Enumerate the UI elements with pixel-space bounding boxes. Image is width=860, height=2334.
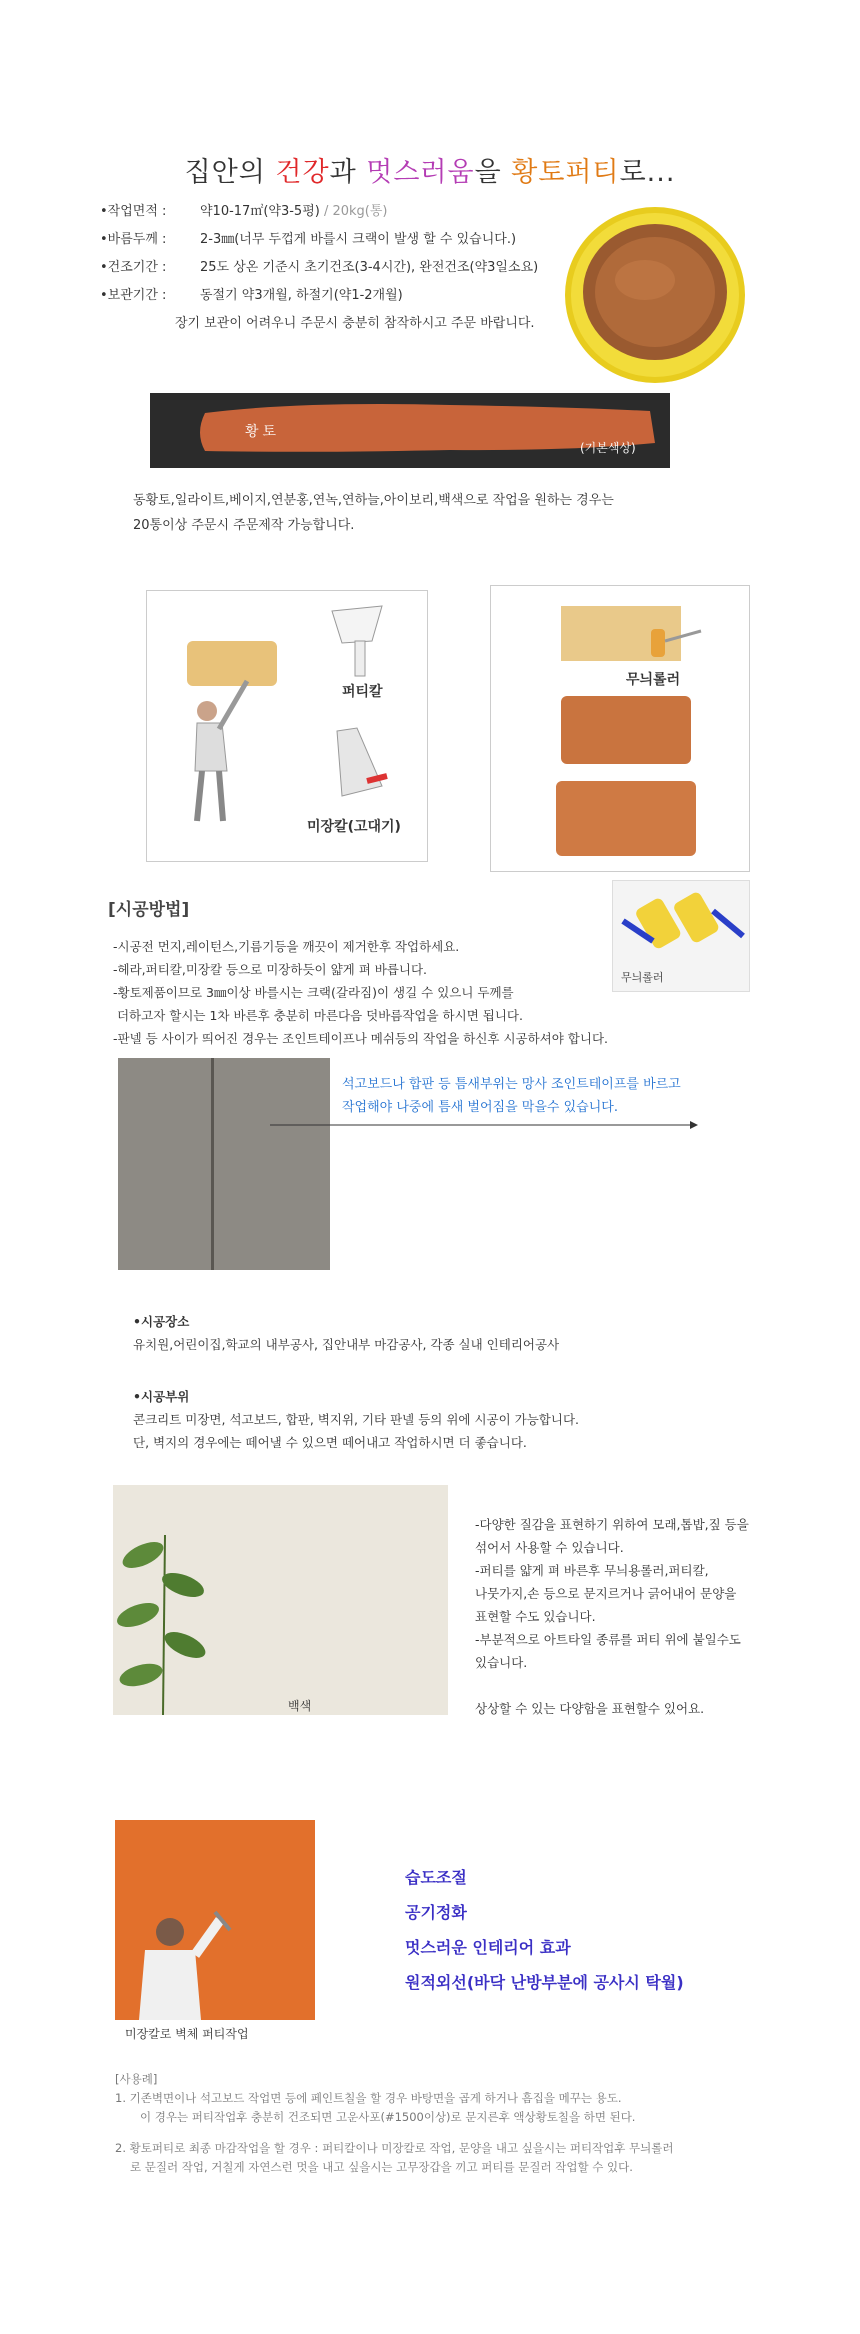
usage-section <box>115 2070 755 2177</box>
usage-line: 1. 기존벽면이나 석고보드 작업면 등에 페인트칠을 할 경우 바탕면을 곱게 하거나 흠집을 메꾸는 용도. <box>115 2091 622 2105</box>
texture-note-line: 표현할 수도 있습니다. <box>475 1609 596 1624</box>
place-text: 유치원,어린이집,학교의 내부공사, 집안내부 마감공사, 각종 실내 인테리어공사 <box>133 1337 560 1352</box>
spec-note: 장기 보관이 어려우니 주문시 충분히 참작하시고 주문 바랍니다. <box>175 316 535 331</box>
spec-value: 약10-17㎡(약3-5평) <box>200 204 320 219</box>
spec-row <box>100 282 560 310</box>
joint-note-line: 석고보드나 합판 등 틈새부위는 망사 조인트테이프를 바르고 <box>342 1077 681 1092</box>
arrow-icon <box>270 1118 700 1132</box>
usage-line: 로 문질러 작업, 거칠게 자연스런 멋을 내고 싶을시는 고무장갑을 끼고 퍼티를 문질러 작업할 수 있다. <box>130 2160 633 2174</box>
method-line: -시공전 먼지,레이턴스,기름기등을 깨끗이 제거한후 작업하세요. <box>113 939 460 954</box>
white-color-label: 백색 <box>288 1699 312 1713</box>
area-heading: •시공부위 <box>133 1389 190 1404</box>
spec-label: •보관기간 : <box>100 288 167 303</box>
spec-value: 동절기 약3개월, 하절기(약1-2개월) <box>200 288 403 303</box>
texture-note-line: 나뭇가지,손 등으로 문지르거나 긁어내어 문양을 <box>475 1586 737 1601</box>
usage-heading: [사용례] <box>115 2072 158 2086</box>
pattern-sample-2 <box>556 781 696 856</box>
usage-line: 2. 황토퍼티로 최종 마감작업을 할 경우 : 퍼티칼이나 미장칼로 작업, 문양을 내고 싶을시는 퍼티작업후 무늬롤러 <box>115 2141 674 2155</box>
texture-note-line: 상상할 수 있는 다양함을 표현할수 있어요. <box>475 1701 705 1716</box>
spec-label: •건조기간 : <box>100 260 167 275</box>
color-caption: (기본색상) <box>580 441 636 455</box>
title-product: 황토퍼티 <box>511 157 620 188</box>
title-part: 을 <box>474 157 512 188</box>
texture-note-line <box>475 1674 749 1697</box>
usage-line: 이 경우는 퍼티작업후 충분히 건조되면 고운사포(#1500이상)로 문지른후 액상황토칠을 하면 된다. <box>140 2110 636 2124</box>
method-line: -헤라,퍼티칼,미장칼 등으로 미장하듯이 얇게 펴 바릅니다. <box>113 962 428 977</box>
texture-note-line: 섞어서 사용할 수 있습니다. <box>475 1540 624 1555</box>
pattern-sample-1 <box>561 696 691 764</box>
benefit-item: 원적외선(바닥 난방부분에 공사시 탁월) <box>405 1973 684 1992</box>
benefit-item: 공기정화 <box>405 1903 467 1922</box>
page-title <box>0 150 860 189</box>
worker-photo <box>115 1820 315 2020</box>
plant-icon <box>113 1505 213 1715</box>
area-section <box>133 1385 579 1454</box>
board-seam <box>211 1058 214 1270</box>
title-style: 멋스러움 <box>366 157 475 188</box>
tools-card <box>146 590 428 862</box>
color-banner <box>150 393 670 468</box>
spec-label: •바름두께 : <box>100 232 167 247</box>
color-label: 황토 <box>245 424 281 440</box>
custom-color-line: 20통이상 주문시 주문제작 가능합니다. <box>133 518 355 533</box>
roller-card <box>490 585 750 872</box>
spec-value: 2-3㎜(너무 두껍게 바를시 크랙이 발생 할 수 있습니다.) <box>200 232 517 247</box>
area-line: 단, 벽지의 경우에는 떼어낼 수 있으면 떼어내고 작업하시면 더 좋습니다. <box>133 1435 527 1450</box>
custom-color-note <box>133 488 614 538</box>
benefit-item: 멋스러운 인테리어 효과 <box>405 1938 571 1957</box>
trowel-label: 미장칼(고대기) <box>307 819 401 835</box>
white-wall-photo <box>113 1485 448 1715</box>
spec-row <box>100 198 560 226</box>
spec-row <box>100 254 560 282</box>
spec-extra: / 20kg(통) <box>319 204 388 219</box>
spec-list <box>100 198 560 338</box>
texture-notes <box>475 1513 749 1720</box>
product-bucket-image <box>560 200 750 390</box>
place-section <box>133 1310 559 1356</box>
title-health: 건강 <box>275 157 330 188</box>
custom-color-line: 동황토,일라이트,베이지,연분홍,연녹,연하늘,아이보리,백색으로 작업을 원하는 경우는 <box>133 493 614 508</box>
method-line: 더하고자 할시는 1차 바른후 충분히 마른다음 덧바름작업을 하시면 됩니다. <box>113 1008 523 1023</box>
texture-note-line: -퍼티를 얇게 펴 바른후 무늬용롤러,퍼티칼, <box>475 1563 709 1578</box>
texture-note-line: 있습니다. <box>475 1655 528 1670</box>
spec-label: •작업면적 : <box>100 204 167 219</box>
place-heading: •시공장소 <box>133 1314 190 1329</box>
method-line: -황토제품이므로 3㎜이상 바를시는 크랙(갈라짐)이 생길 수 있으니 두께를 <box>113 985 514 1000</box>
spec-value: 25도 상온 기준시 초기건조(3-4시간), 완전건조(약3일소요) <box>200 260 539 275</box>
texture-note-line: -다양한 질감을 표현하기 위하여 모래,톱밥,짚 등을 <box>475 1517 749 1532</box>
title-part: 과 <box>329 157 367 188</box>
joint-tape-note <box>342 1073 681 1119</box>
texture-note-line: -부분적으로 아트타일 종류를 퍼티 위에 붙일수도 <box>475 1632 741 1647</box>
method-list <box>113 935 608 1050</box>
title-part: 집안의 <box>184 157 276 188</box>
benefit-item: 습도조절 <box>405 1868 467 1887</box>
area-line: 콘크리트 미장면, 석고보드, 합판, 벽지위, 기타 판넬 등의 위에 시공이 가능합니다. <box>133 1412 580 1427</box>
rollers-photo <box>612 880 750 992</box>
title-part: 로... <box>619 157 676 188</box>
worker-caption: 미장칼로 벽체 퍼티작업 <box>125 2027 249 2041</box>
rollers-photo-label: 무늬롤러 <box>621 971 664 984</box>
spec-row <box>100 226 560 254</box>
pattern-roller-label: 무늬롤러 <box>626 672 681 688</box>
method-heading: [시공방법] <box>108 900 190 920</box>
method-line: -판넬 등 사이가 띄어진 경우는 조인트테이프나 메쉬등의 작업을 하신후 시공하셔야 합니다. <box>113 1031 608 1046</box>
usage-spacer <box>115 2127 755 2139</box>
board-joint-photo <box>118 1058 330 1270</box>
benefit-list <box>405 1860 684 2000</box>
joint-note-line: 작업해야 나중에 틈새 벌어짐을 막을수 있습니다. <box>342 1100 618 1115</box>
putty-knife-label: 퍼티칼 <box>342 684 383 700</box>
